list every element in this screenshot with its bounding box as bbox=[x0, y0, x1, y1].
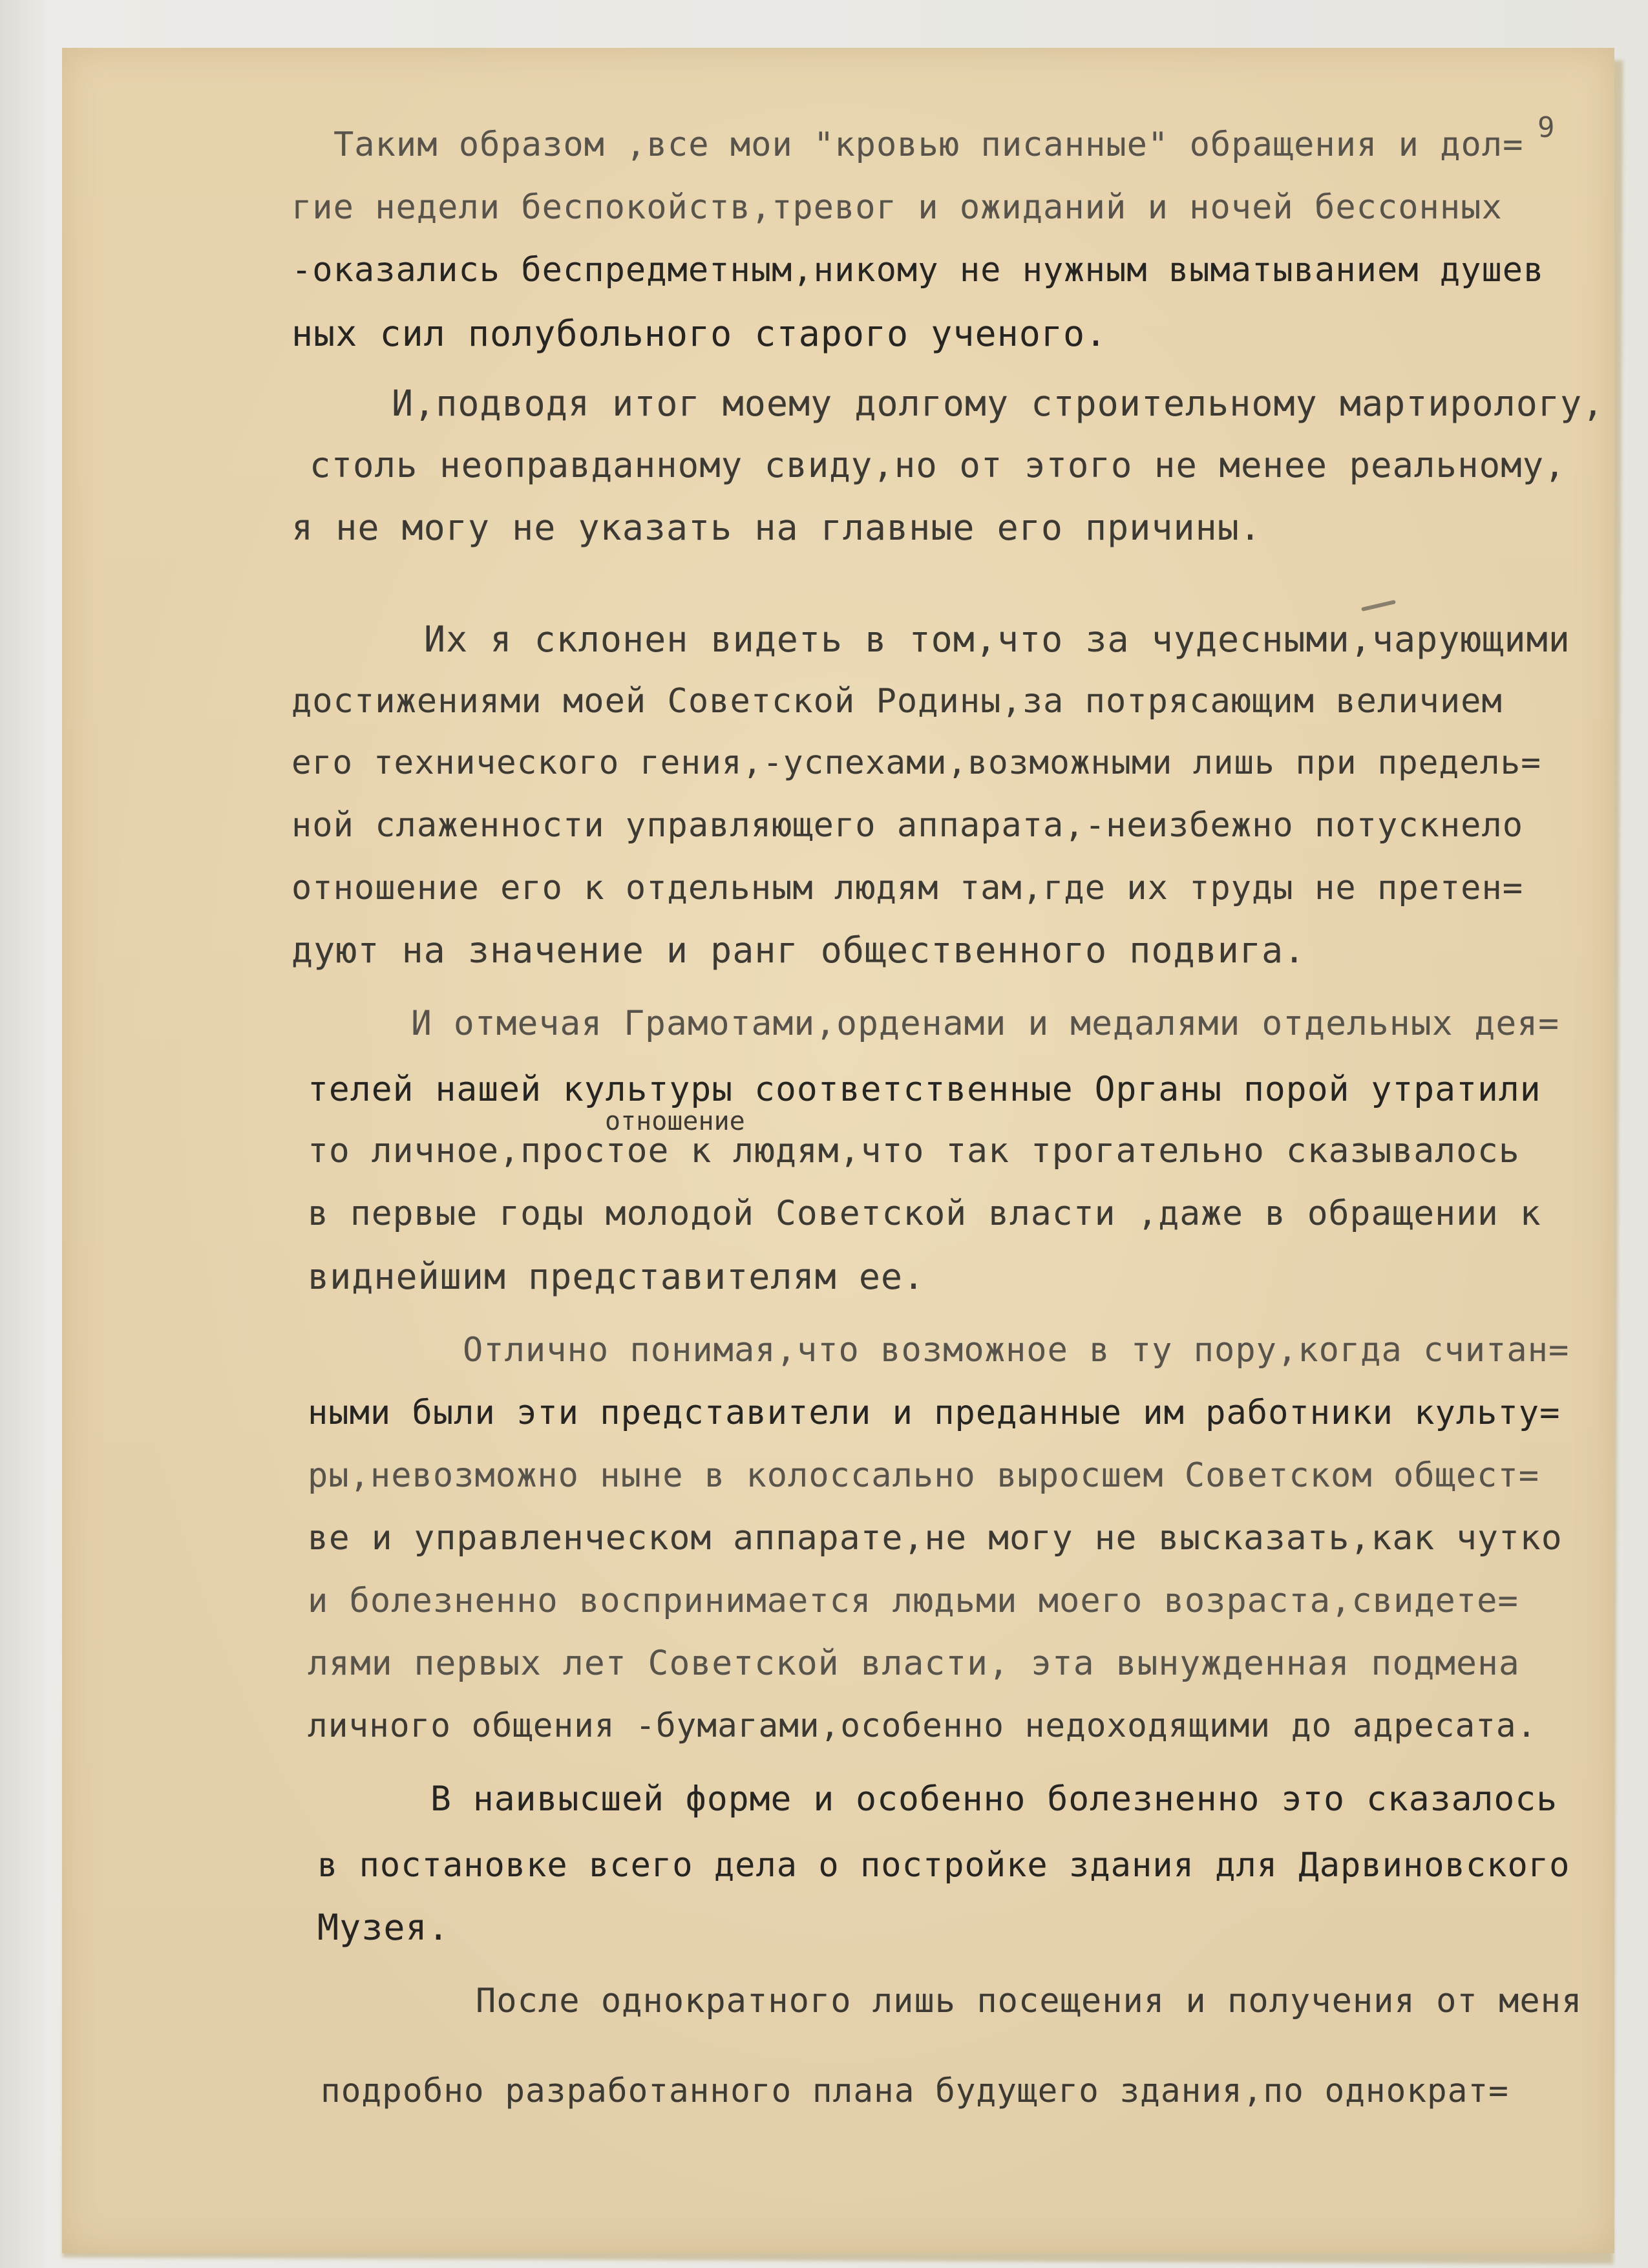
text-line: В наивысшей форме и особенно болезненно это сказалось bbox=[430, 1779, 1558, 1819]
text-line: отношение его к отдельным людям там,где их труды не претен= bbox=[291, 869, 1524, 907]
text-line: дуют на значение и ранг общественного подвига. bbox=[291, 929, 1306, 971]
text-line: лями первых лет Советской власти, эта вынужденная подмена bbox=[308, 1644, 1520, 1683]
text-line: гие недели беспокойств,тревог и ожиданий и ночей бессонных bbox=[291, 188, 1503, 227]
text-line: его технического гения,-успехами,возможными лишь при предель= bbox=[291, 744, 1541, 782]
page-number: 9 bbox=[1537, 111, 1555, 144]
text-line: и болезненно воспринимается людьми моего возраста,свидете= bbox=[308, 1582, 1519, 1620]
text-line: Таким образом ,все мои "кровью писанные" обращения и дол= bbox=[333, 125, 1524, 164]
text-line: достижениями моей Советской Родины,за потрясающим величием bbox=[291, 682, 1503, 721]
text-line: Музея. bbox=[317, 1907, 450, 1948]
text-line: ных сил полубольного старого ученого. bbox=[291, 313, 1108, 354]
text-line: После однократного лишь посещения и получения от меня bbox=[476, 1982, 1583, 2020]
text-line: И отмечая Грамотами,орденами и медалями отдельных дея= bbox=[411, 1004, 1560, 1043]
interlinear-insertion: отношение bbox=[605, 1107, 745, 1136]
text-line: личного общения -бумагами,особенно недоходящими до адресата. bbox=[308, 1707, 1537, 1745]
typewritten-page bbox=[62, 48, 1614, 2253]
text-line: подробно разработанного плана будущего здания,по однократ= bbox=[321, 2072, 1509, 2110]
text-line: я не могу не указать на главные его причины. bbox=[291, 507, 1262, 548]
text-line: ры,невозможно ныне в колоссально выросшем Советском общест= bbox=[308, 1456, 1540, 1495]
text-line: в постановке всего дела о постройке здания для Дарвиновского bbox=[317, 1846, 1570, 1885]
text-line: ной слаженности управляющего аппарата,-неизбежно потускнело bbox=[291, 806, 1524, 845]
typed-text-body bbox=[62, 48, 1614, 2253]
text-line: -оказались беспредметным,никому не нужным выматыванием душев bbox=[291, 251, 1545, 290]
text-line: И,подводя итог моему долгому строительному мартирологу, bbox=[392, 383, 1605, 424]
text-line: ными были эти представители и преданные им работники культу= bbox=[308, 1394, 1561, 1432]
text-line: ве и управленческом аппарате,не могу не высказать,как чутко bbox=[308, 1518, 1563, 1558]
text-line: телей нашей культуры соответственные Органы порой утратили bbox=[308, 1070, 1541, 1109]
text-line: столь неоправданному свиду,но от этого не менее реальному, bbox=[310, 445, 1566, 485]
text-line: Отлично понимая,что возможное в ту пору,когда считан= bbox=[463, 1331, 1570, 1370]
pencil-mark bbox=[1361, 600, 1396, 611]
text-line: виднейшим представителям ее. bbox=[308, 1256, 925, 1297]
text-line: то личное,простое к людям,что так трогательно сказывалось bbox=[308, 1131, 1520, 1171]
text-line: Их я склонен видеть в том,что за чудесными,чарующими bbox=[424, 619, 1570, 660]
text-line: в первые годы молодой Советской власти ,даже в обращении к bbox=[308, 1194, 1541, 1233]
